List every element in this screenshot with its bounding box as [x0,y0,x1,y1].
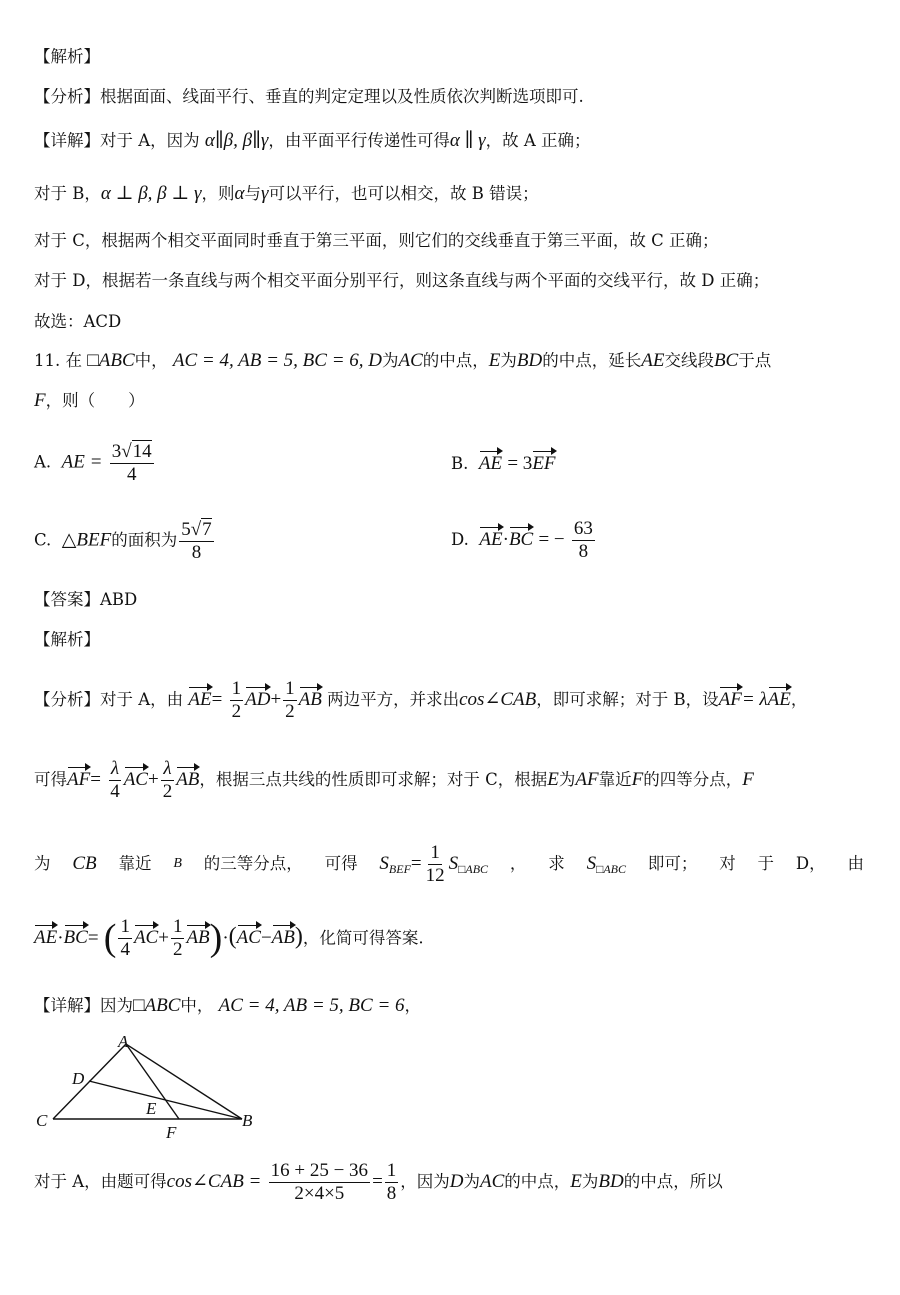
math-gamma: γ [260,183,269,204]
math-triangle: □ABC [133,995,181,1016]
math-s: S [586,852,597,874]
xiangjie-line-a [34,130,591,153]
text: ，因为 [400,1171,450,1191]
fraction [230,678,244,723]
math-triangle: □ABC [87,350,135,371]
text: ，根据三点共线的性质即可求解；对于 C，根据 [199,769,548,789]
fenxi-label: 【分析】 [34,689,100,709]
den: 4 [126,463,137,485]
math-expr: = λ [741,688,768,710]
math: BD [598,1170,624,1192]
num: λ [163,758,172,779]
num: 1 [231,678,242,699]
text: 于 [757,854,775,874]
den: 4 [110,780,120,802]
vector: AE [768,686,791,712]
num: λ [110,758,120,779]
label-b: B [242,1111,253,1130]
text: D， [795,854,826,874]
math-f: F [34,390,46,411]
den: 2 [231,700,242,722]
jiexi-heading: 【解析】 [34,47,100,66]
fraction [161,758,175,803]
text: 的中点， [422,351,489,370]
vector-ef: EF [532,450,555,476]
fenxi2-line4 [34,916,424,962]
xiangjie-label: 【详解】 [34,131,100,150]
label-c: C [36,1111,48,1130]
text: ，则 [201,184,235,203]
text: 对于 B， [34,184,101,203]
math: F [631,768,644,790]
text: 为 [500,351,517,370]
vector: AB [186,924,209,950]
text: 对 [719,854,736,874]
math-expr: α∥β, β∥γ [204,130,269,151]
math-area [587,853,626,876]
line-d: 对于 D，根据若一条直线与两个相交平面分别平行，则这条直线与两个平面的交线平行，故 D 正确； [34,271,770,290]
fenxi2-line2 [34,758,754,803]
text: 的面积为 [111,530,178,550]
text: 的四等分点， [643,769,743,789]
text: 的三等分点， [203,854,303,874]
math-expr: AC = 4, AB = 5, BC = 6, D [172,350,382,371]
text: 对于 A，由题可得 [34,1171,167,1191]
math-s: S [448,852,459,874]
radicand: 14 [132,441,152,462]
num: 1 [120,916,130,938]
vector-ae: AE [479,526,502,552]
fenxi2-line1 [34,678,807,723]
math-expr: = − [538,528,565,550]
option-label: C. [34,530,52,550]
math-expr: cos∠CAB = [166,1170,262,1192]
text: 的中点， [504,1171,571,1191]
fraction [424,842,447,887]
text: 11. 在 [34,351,82,370]
text: 靠近 [598,769,632,789]
math-alpha: α [234,183,245,204]
fraction: $\frac{5√7}{8}$ [181,519,212,563]
text: ， [404,996,422,1015]
vector: AF [67,766,90,792]
math-expr: AC = 4, AB = 5, BC = 6 [218,995,405,1016]
math-expr: cos∠CAB [459,688,537,710]
text: ，化简可得答案. [302,928,424,948]
text: 对于 A，因为 [100,131,200,150]
fenxi-line [34,87,584,107]
text: 两边平方，并求出 [327,689,460,709]
num: 1 [172,916,183,938]
vector: AB [299,686,322,712]
q11-stem-line1 [34,350,771,373]
fenxi2-line3 [34,842,864,887]
text: 为 [382,351,399,370]
den: 2 [285,700,295,722]
vector-ae: AE [479,450,502,476]
math-triangle: △BEF [61,529,112,551]
vector: AB [272,924,295,950]
math-ae: AE [641,350,665,371]
text: 为 [558,769,576,789]
math: AF [575,768,599,790]
op: + [270,688,282,710]
jiexi-heading-2: 【解析】 [34,630,100,649]
vector: BC [64,924,88,950]
fraction [283,678,297,723]
den: 12 [425,864,445,886]
den: 8 [386,1182,397,1204]
num: 1 [386,1160,397,1181]
text: 可得 [34,769,67,789]
text: ，由平面平行传递性可得 [268,131,450,150]
num: 16 + 25 − 36 [270,1160,369,1181]
text: 于点 [738,351,772,370]
math-expr: = 3 [507,453,533,474]
den: 8 [578,540,589,562]
fenxi-text: 根据面面、线面平行、垂直的判定定理以及性质依次判断选项即可. [100,87,584,106]
vector-bc: BC [509,526,533,552]
op: + [158,927,169,949]
den: 4 [120,939,130,961]
math-expr: α ∥ γ [449,130,486,151]
num: 1 [430,842,440,863]
fraction [572,518,595,563]
vector: AC [134,924,158,950]
math-expr: α ⊥ β, β ⊥ γ [100,183,202,204]
triangle-figure [30,1030,270,1145]
den: 2 [162,780,173,802]
op: = [90,768,101,790]
text: ，即可求解；对于 B，设 [536,689,719,709]
choice-line: 故选：ACD [34,312,122,331]
label-e: E [146,1099,157,1118]
text: 为 [463,1171,481,1191]
den: 2 [172,939,183,961]
text: 交线段 [664,351,714,370]
den: 8 [191,541,202,563]
option-label: B. [451,454,469,473]
vector: AD [245,686,270,712]
math: B [173,855,182,871]
text: 中， [180,996,214,1015]
math: AC [480,1170,505,1192]
num: 5 [181,519,191,540]
fraction [171,916,185,961]
num: 1 [285,678,295,699]
vector: AB [176,766,199,792]
fraction [108,758,122,803]
dot: · [502,528,509,550]
vector: AF [719,686,742,712]
text: ， [509,854,527,874]
subscript: □ABC [596,861,626,876]
vector: AC [237,924,261,950]
math-bd: BD [516,350,543,371]
detail-line [34,995,421,1018]
math-expr: AE = [61,451,103,473]
option-c [34,518,216,564]
fraction [118,916,132,961]
math-e: E [488,350,501,371]
option-b [451,450,556,476]
paren-close: ) [209,917,223,959]
option-label: D. [451,529,469,549]
text: 求 [548,854,565,874]
text: 中， [134,351,168,370]
text: 可得 [324,854,358,874]
math: D [449,1170,464,1192]
option-label: A. [34,452,52,472]
label-d: D [72,1069,85,1088]
math: E [570,1170,582,1192]
paren-open: ( [228,923,237,950]
last-line [34,1160,723,1205]
math-ac: AC [398,350,423,371]
num: 3 [111,441,122,462]
op: − [260,927,272,949]
text: 由 [847,854,864,874]
paren-open: ( [103,917,117,959]
paren-close: ) [294,923,303,950]
text: 为 [581,1171,599,1191]
fraction: $\frac{3√14}{4}$ [111,441,152,485]
text: 与 [244,184,261,203]
op: = [87,927,99,949]
label-a: A [118,1032,129,1051]
op: = [211,688,223,710]
text: 为 [34,854,51,874]
text: ， [790,689,808,709]
math-area-relation [379,842,488,887]
side-ab [126,1044,242,1119]
text: ，故 A 正确； [485,131,591,150]
vector: AE [188,686,211,712]
math-s: S [379,852,389,874]
answer-line: 【答案】ABD [34,590,138,609]
text: 即可； [647,854,698,874]
op: = [372,1170,383,1192]
vector: AE [34,924,57,950]
text: 的中点，延长 [542,351,642,370]
fraction [385,1160,399,1205]
op: = [410,852,422,874]
math: CB [72,852,97,874]
text: 可以平行，也可以相交，故 B 错误； [268,184,539,203]
vector: AC [124,766,148,792]
op: + [147,768,159,790]
line-c: 对于 C，根据两个相交平面同时垂直于第三平面，则它们的交线垂直于第三平面，故 C 正确； [34,231,719,250]
subscript: □ABC [458,861,489,876]
label-f: F [166,1123,177,1142]
option-a [34,440,156,486]
math-bc: BC [713,350,739,371]
text: 的中点，所以 [623,1171,723,1191]
op: · [57,927,64,949]
den: 2×4×5 [294,1182,345,1204]
math: E [547,768,559,790]
option-d [451,518,597,563]
subscript: BEF [388,861,411,876]
q11-stem-line2 [34,390,145,413]
num: 63 [573,518,593,539]
fenxi-label: 【分析】 [34,87,100,106]
fraction [269,1160,370,1205]
math: F [742,768,754,790]
text: 因为 [100,996,133,1015]
line-b [34,183,539,206]
text: 靠近 [118,854,152,874]
text: 对于 A，由 [100,689,184,709]
xiangjie-label: 【详解】 [34,996,100,1015]
radicand: 7 [202,519,212,540]
text: ，则（ ） [45,391,145,410]
op: · [222,927,229,949]
